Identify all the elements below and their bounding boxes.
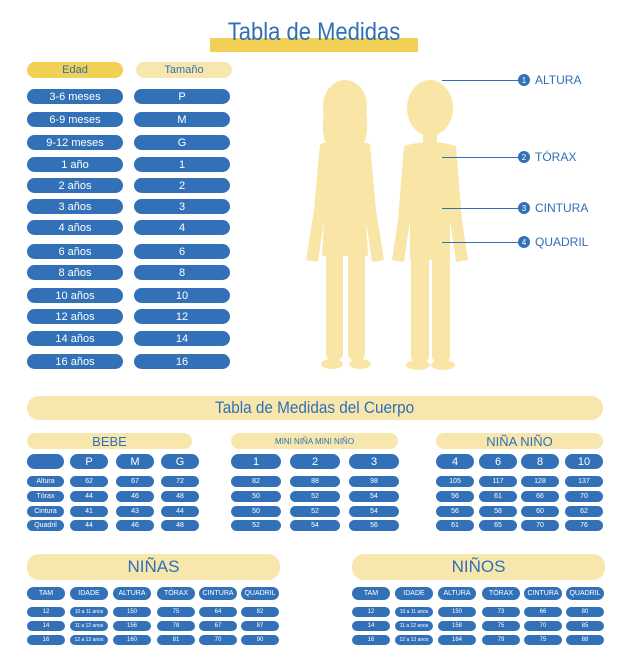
edad-cell: 3 años bbox=[27, 199, 123, 214]
nina-nino-cell: 70 bbox=[521, 520, 559, 531]
number-badge: 3 bbox=[518, 202, 530, 214]
ninas-col-header: TAM bbox=[27, 587, 65, 600]
tamano-cell: 3 bbox=[134, 199, 230, 214]
tamano-cell: M bbox=[134, 112, 230, 127]
ninas-cell: 87 bbox=[241, 621, 279, 631]
mini-size-header: 1 bbox=[231, 454, 281, 469]
torax-line bbox=[442, 157, 520, 158]
edad-cell: 14 años bbox=[27, 331, 123, 346]
ninas-cell: 70 bbox=[199, 635, 237, 645]
ninos-cell: 70 bbox=[524, 621, 562, 631]
nina-nino-title: NIÑA NIÑO bbox=[436, 433, 603, 449]
ninas-cell: 67 bbox=[199, 621, 237, 631]
nina-nino-cell: 65 bbox=[479, 520, 517, 531]
mini-size-header: 2 bbox=[290, 454, 340, 469]
ninas-cell: 14 bbox=[27, 621, 65, 631]
edad-cell: 12 años bbox=[27, 309, 123, 324]
bebe-row-label: Cintura bbox=[27, 506, 64, 517]
nina-nino-cell: 61 bbox=[436, 520, 474, 531]
edad-cell: 8 años bbox=[27, 265, 123, 280]
ninos-col-header: IDADE bbox=[395, 587, 433, 600]
ninas-col-header: IDADE bbox=[70, 587, 108, 600]
bebe-cell: 72 bbox=[161, 476, 199, 487]
bebe-cell: 67 bbox=[116, 476, 154, 487]
bebe-title: BEBE bbox=[27, 433, 192, 449]
body-table-title bbox=[27, 396, 603, 420]
mini-cell: 88 bbox=[290, 476, 340, 487]
measure-label-quadril bbox=[518, 235, 588, 249]
ninas-cell: 75 bbox=[157, 607, 195, 617]
ninos-cell: 85 bbox=[566, 621, 604, 631]
ninos-cell: 12 bbox=[352, 607, 390, 617]
tamano-cell: 14 bbox=[134, 331, 230, 346]
tamano-cell: 6 bbox=[134, 244, 230, 259]
mini-cell: 54 bbox=[290, 520, 340, 531]
ninos-cell: 164 bbox=[438, 635, 476, 645]
edad-cell: 16 años bbox=[27, 354, 123, 369]
ninos-cell: 73 bbox=[482, 607, 520, 617]
ninos-title: NIÑOS bbox=[352, 554, 605, 580]
mini-cell: 56 bbox=[349, 520, 399, 531]
tamano-cell: 8 bbox=[134, 265, 230, 280]
mini-cell: 52 bbox=[290, 491, 340, 502]
page-title-text: Tabla de Medidas bbox=[227, 18, 401, 46]
girl-silhouette-icon bbox=[306, 80, 384, 369]
bebe-row-label: Quadril bbox=[27, 520, 64, 531]
ninas-col-header: ALTURA bbox=[113, 587, 151, 600]
quadril-line bbox=[442, 242, 520, 243]
edad-header: Edad bbox=[27, 62, 123, 78]
ninas-cell: 12 bbox=[27, 607, 65, 617]
bebe-row-label: Tórax bbox=[27, 491, 64, 502]
mini-cell: 52 bbox=[290, 506, 340, 517]
ninas-cell: 82 bbox=[241, 607, 279, 617]
cintura-line bbox=[442, 208, 520, 209]
ninos-cell: 80 bbox=[566, 607, 604, 617]
edad-cell: 10 años bbox=[27, 288, 123, 303]
ninos-cell: 75 bbox=[524, 635, 562, 645]
measure-label-text: ALTURA bbox=[535, 73, 582, 87]
bebe-cell: 46 bbox=[116, 520, 154, 531]
edad-cell: 4 años bbox=[27, 220, 123, 235]
bebe-cell: 48 bbox=[161, 520, 199, 531]
ninas-col-header: QUADRIL bbox=[241, 587, 279, 600]
measure-label-text: CINTURA bbox=[535, 201, 589, 215]
ninos-col-header: ALTURA bbox=[438, 587, 476, 600]
ninos-cell: 158 bbox=[438, 621, 476, 631]
nina-nino-cell: 105 bbox=[436, 476, 474, 487]
tamano-cell: 12 bbox=[134, 309, 230, 324]
number-badge: 4 bbox=[518, 236, 530, 248]
ninas-cell: 12 a 13 anos bbox=[70, 635, 108, 645]
nina-nino-cell: 117 bbox=[479, 476, 517, 487]
number-badge: 2 bbox=[518, 151, 530, 163]
bebe-cell: 44 bbox=[70, 520, 108, 531]
ninas-cell: 156 bbox=[113, 621, 151, 631]
edad-cell: 6-9 meses bbox=[27, 112, 123, 127]
mini-cell: 50 bbox=[231, 491, 281, 502]
ninos-cell: 11 a 12 anos bbox=[395, 621, 433, 631]
edad-cell: 9-12 meses bbox=[27, 135, 123, 150]
bebe-size-header: P bbox=[70, 454, 108, 469]
ninas-col-header: TÓRAX bbox=[157, 587, 195, 600]
mini-cell: 82 bbox=[231, 476, 281, 487]
nina-nino-cell: 70 bbox=[565, 491, 603, 502]
number-badge: 1 bbox=[518, 74, 530, 86]
tamano-cell: 4 bbox=[134, 220, 230, 235]
ninas-cell: 64 bbox=[199, 607, 237, 617]
mini-title: MINI NIÑA MINI NIÑO bbox=[231, 433, 398, 449]
mini-cell: 52 bbox=[231, 520, 281, 531]
ninas-cell: 16 bbox=[27, 635, 65, 645]
bebe-cell: 62 bbox=[70, 476, 108, 487]
nina-nino-size-header: 8 bbox=[521, 454, 559, 469]
nina-nino-cell: 56 bbox=[436, 491, 474, 502]
bebe-cell: 46 bbox=[116, 491, 154, 502]
body-table-title-text: Tabla de Medidas del Cuerpo bbox=[215, 398, 415, 417]
ninos-cell: 75 bbox=[482, 621, 520, 631]
ninas-cell: 90 bbox=[241, 635, 279, 645]
ninas-cell: 150 bbox=[113, 607, 151, 617]
ninos-cell: 88 bbox=[566, 635, 604, 645]
tamano-header: Tamaño bbox=[136, 62, 232, 78]
measure-label-text: QUADRIL bbox=[535, 235, 589, 249]
bebe-size-header: G bbox=[161, 454, 199, 469]
tamano-cell: 2 bbox=[134, 178, 230, 193]
nina-nino-cell: 76 bbox=[565, 520, 603, 531]
bebe-cell: 41 bbox=[70, 506, 108, 517]
ninos-col-header: TÓRAX bbox=[482, 587, 520, 600]
edad-cell: 1 año bbox=[27, 157, 123, 172]
bebe-size-header: M bbox=[116, 454, 154, 469]
ninos-col-header: TAM bbox=[352, 587, 390, 600]
mini-size-header: 3 bbox=[349, 454, 399, 469]
ninas-title: NIÑAS bbox=[27, 554, 280, 580]
nina-nino-cell: 58 bbox=[479, 506, 517, 517]
tamano-cell: 10 bbox=[134, 288, 230, 303]
bebe-cell: 44 bbox=[161, 506, 199, 517]
ninos-cell: 12 a 13 anos bbox=[395, 635, 433, 645]
mini-cell: 98 bbox=[349, 476, 399, 487]
nina-nino-cell: 62 bbox=[565, 506, 603, 517]
nina-nino-cell: 66 bbox=[521, 491, 559, 502]
edad-cell: 2 años bbox=[27, 178, 123, 193]
edad-cell: 6 años bbox=[27, 244, 123, 259]
ninas-col-header: CINTURA bbox=[199, 587, 237, 600]
ninos-cell: 10 a 11 anos bbox=[395, 607, 433, 617]
nina-nino-cell: 137 bbox=[565, 476, 603, 487]
children-silhouettes bbox=[280, 70, 500, 375]
mini-cell: 50 bbox=[231, 506, 281, 517]
measure-label-text: TÓRAX bbox=[535, 150, 577, 164]
tamano-cell: 16 bbox=[134, 354, 230, 369]
bebe-empty-header bbox=[27, 454, 64, 469]
ninos-col-header: QUADRIL bbox=[566, 587, 604, 600]
ninas-cell: 11 a 12 anos bbox=[70, 621, 108, 631]
ninos-cell: 79 bbox=[482, 635, 520, 645]
tamano-cell: P bbox=[134, 89, 230, 104]
nina-nino-size-header: 6 bbox=[479, 454, 517, 469]
mini-cell: 54 bbox=[349, 506, 399, 517]
page-title bbox=[210, 18, 418, 52]
ninas-cell: 10 a 11 anos bbox=[70, 607, 108, 617]
ninos-col-header: CINTURA bbox=[524, 587, 562, 600]
tamano-cell: G bbox=[134, 135, 230, 150]
ninos-cell: 150 bbox=[438, 607, 476, 617]
measure-label-cintura bbox=[518, 201, 588, 215]
bebe-cell: 48 bbox=[161, 491, 199, 502]
nina-nino-cell: 56 bbox=[436, 506, 474, 517]
edad-cell: 3-6 meses bbox=[27, 89, 123, 104]
bebe-row-label: Altura bbox=[27, 476, 64, 487]
ninas-cell: 81 bbox=[157, 635, 195, 645]
ninos-cell: 14 bbox=[352, 621, 390, 631]
measure-label-tórax bbox=[518, 150, 576, 164]
nina-nino-cell: 128 bbox=[521, 476, 559, 487]
nina-nino-size-header: 10 bbox=[565, 454, 603, 469]
measure-label-altura bbox=[518, 73, 581, 87]
tamano-cell: 1 bbox=[134, 157, 230, 172]
ninas-cell: 160 bbox=[113, 635, 151, 645]
boy-silhouette-icon bbox=[392, 80, 468, 370]
ninos-cell: 66 bbox=[524, 607, 562, 617]
nina-nino-cell: 60 bbox=[521, 506, 559, 517]
mini-cell: 54 bbox=[349, 491, 399, 502]
nina-nino-size-header: 4 bbox=[436, 454, 474, 469]
ninas-cell: 78 bbox=[157, 621, 195, 631]
bebe-cell: 43 bbox=[116, 506, 154, 517]
ninos-cell: 16 bbox=[352, 635, 390, 645]
bebe-cell: 44 bbox=[70, 491, 108, 502]
nina-nino-cell: 61 bbox=[479, 491, 517, 502]
altura-line bbox=[442, 80, 520, 81]
